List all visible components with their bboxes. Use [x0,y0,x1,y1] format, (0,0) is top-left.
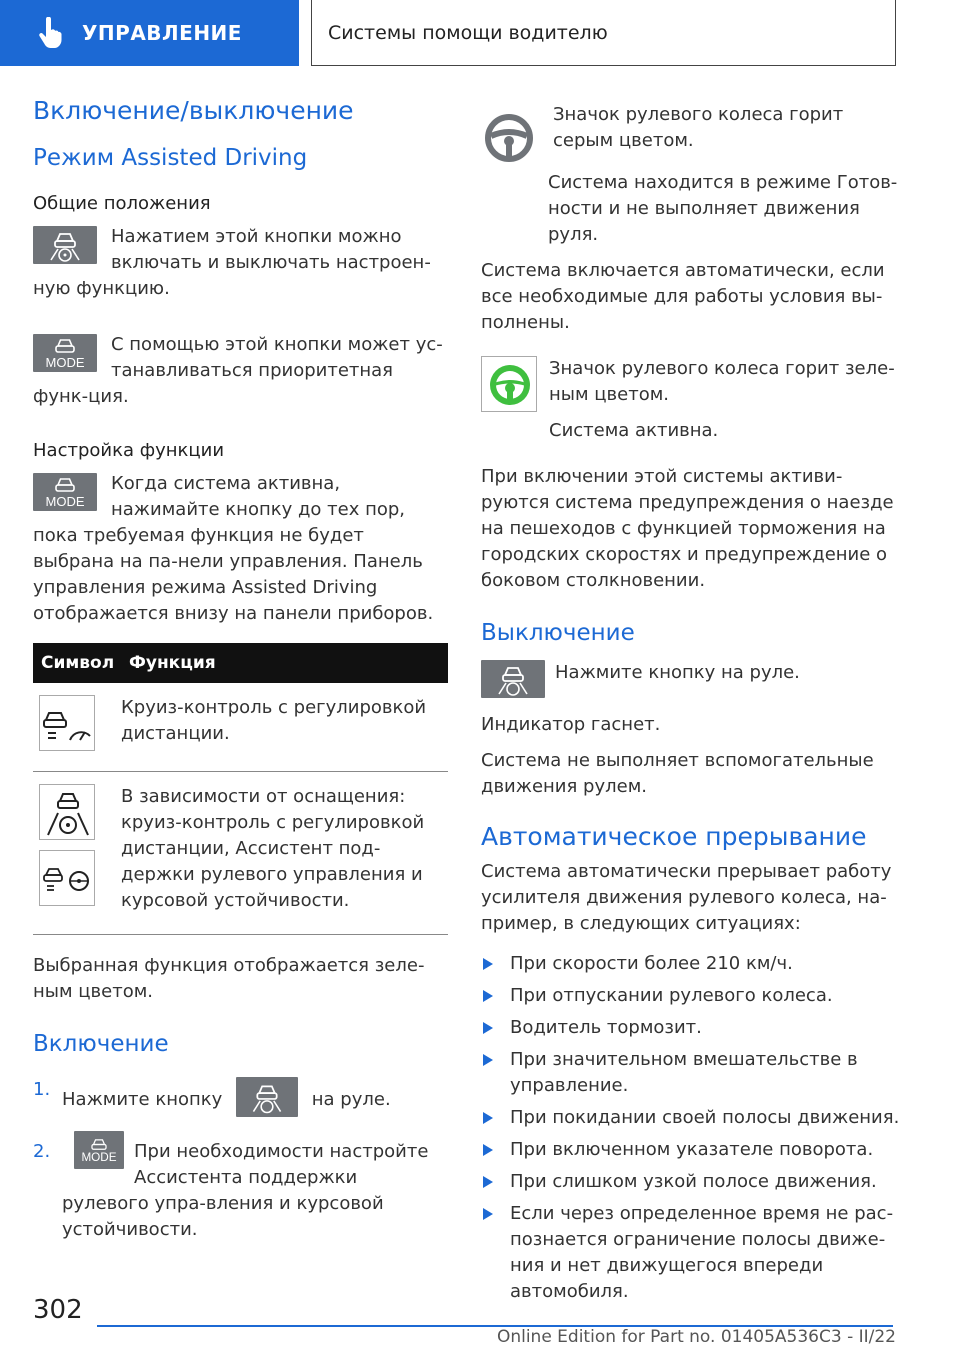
indicator-text: Индикатор гаснет. [481,714,661,735]
assist-button-off [481,660,545,698]
gray-wheel [481,110,541,166]
green-wheel-block [481,356,901,454]
assist-button-inline [236,1077,298,1117]
bullet-triangle-icon [483,1176,493,1188]
no-assist-text: Система не выполняет вспомогательные движения рулем. [481,750,874,797]
list-item [481,1047,901,1099]
bullet-triangle-icon [483,1144,493,1156]
bullet-text: При слишком узкой полосе движения. [510,1171,877,1192]
green-text-2: Система активна. [549,420,719,441]
off-text: Нажмите кнопку на руле. [555,662,800,683]
step2-text: При необходимости настройте Ассистента поддержки рулевого упра-вления и курсовой устойчивости. [62,1141,429,1240]
bullet-text: При покидании своей полосы движения. [510,1107,900,1128]
bullet-triangle-icon [483,1022,493,1034]
step1-text-b: на руле. [311,1089,391,1110]
bullet-text: Водитель тормозит. [510,1017,702,1038]
page-header [0,0,960,66]
mode-heading: Режим Assisted Driving [33,145,308,171]
list-item [481,1105,901,1131]
symbol-table [33,643,448,935]
steering-wheel-green-icon [482,357,538,413]
col-function: Функция [121,643,448,683]
general-block-2 [33,332,448,410]
gray-text-1: Значок рулевого колеса горит серым цветом. [553,104,844,151]
general-text-1: Нажатием этой кнопки можно включать и выключать настроен-ную функцию. [33,226,431,299]
assist-drive-icon [236,1077,298,1117]
mode-label-2: MODE [45,494,85,509]
on-steps [33,1077,448,1243]
right-column [481,102,901,1311]
gray-text-2: Система находится в режиме Готов-ности и не выполняет движения руля. [548,172,898,245]
mode-button-image-2 [33,473,97,511]
list-item [481,951,901,977]
off-heading: Выключение [481,620,635,646]
list-item [33,1077,448,1117]
section-title: УПРАВЛЕНИЕ [82,21,242,45]
step1-text-a: Нажмите кнопку [62,1089,223,1110]
mode-icon-2 [33,473,97,511]
bullet-text: При отпускании рулевого колеса. [510,985,833,1006]
mode-label-3: MODE [81,1150,117,1164]
cruise-distance-icon [40,696,96,752]
bullet-triangle-icon [483,1054,493,1066]
steering-wheel-gray-icon [481,110,537,166]
list-item [481,1169,901,1195]
list-item [481,1137,901,1163]
row2-text: В зависимости от оснащения: круиз-контроль с регулировкой дистанции, Ассистент под-держки рулевого управления и курсовой устойчивости. [121,772,448,935]
bullet-triangle-icon [483,1208,493,1220]
bullet-text: При значительном вмешательстве в управление. [510,1049,858,1096]
mode-button-image [33,334,97,372]
mode-icon [74,1131,124,1169]
mode-button-inline [74,1131,124,1169]
cruise-steering-icon [40,851,96,907]
mode-icon [33,334,97,372]
step-number: 1. [33,1079,51,1100]
setup-block [33,471,448,627]
auto-on-text: Система включается автоматически, если все необходимые для работы условия вы-полнены. [481,260,885,333]
general-heading: Общие положения [33,193,211,214]
bullet-text: При включенном указателе поворота. [510,1139,874,1160]
edition-note: Online Edition for Part no. 01405A536C3 - II/22 [496,1327,896,1347]
mode-label: MODE [45,355,85,370]
assist-drive-icon [481,660,545,698]
assist-button-image [33,226,97,264]
list-item [481,1201,901,1305]
step-number: 2. [33,1141,51,1162]
list-item [481,983,901,1009]
gray-wheel-block [481,102,901,166]
interrupt-list [481,951,901,1305]
steering-assist-icon [40,785,96,841]
table-row [33,772,448,935]
row1-text: Круиз-контроль с регулировкой дистанции. [121,683,448,772]
bullet-text: При скорости более 210 км/ч. [510,953,793,974]
chapter-title: Системы помощи водителю [311,0,896,66]
assist-drive-icon [33,226,97,264]
on-heading: Включение [33,1031,169,1057]
bullet-text: Если через определенное время не рас-познается ограничение полосы движе-ния и нет движущегося впереди автомобиля. [510,1203,894,1302]
setup-heading: Настройка функции [33,440,225,461]
bullet-triangle-icon [483,990,493,1002]
left-column [33,96,448,1257]
auto-interrupt-heading: Автоматическое прерывание [481,822,867,851]
symbol-acc-steering [39,850,95,906]
selected-text: Выбранная функция отображается зеле-ным цветом. [33,955,425,1002]
list-item [33,1139,448,1243]
setup-text: Когда система активна, нажимайте кнопку до тех пор, пока требуемая функция не будет выбрана на па-нели управления. Панель управления режима Assisted Driving отображается внизу на панели приборов. [33,473,434,624]
general-text-2: С помощью этой кнопки может ус-танавливаться приоритетная функ-ция. [33,334,443,407]
table-row [33,683,448,772]
bullet-triangle-icon [483,958,493,970]
symbol-acc [39,695,95,751]
green-text-1: Значок рулевого колеса горит зеле-ным цветом. [549,358,895,405]
auto-interrupt-intro: Система автоматически прерывает работу усилителя движения рулевого колеса, на-пример, в следующих ситуациях: [481,861,892,934]
section-tab [0,0,299,66]
main-heading: Включение/выключение [33,96,354,125]
col-symbol: Символ [33,643,121,683]
general-block-1 [33,224,448,302]
hand-pointer-icon [38,17,64,49]
off-block [481,660,901,698]
list-item [481,1015,901,1041]
activation-text: При включении этой системы активи-руются система предупреждения о наезде на пешеходов с функцией торможения на городских скоростях и предупреждение о боковом столкновении. [481,466,894,591]
green-wheel [481,356,537,412]
page-number: 302 [33,1295,83,1325]
bullet-triangle-icon [483,1112,493,1124]
symbol-steering-assist [39,784,95,840]
